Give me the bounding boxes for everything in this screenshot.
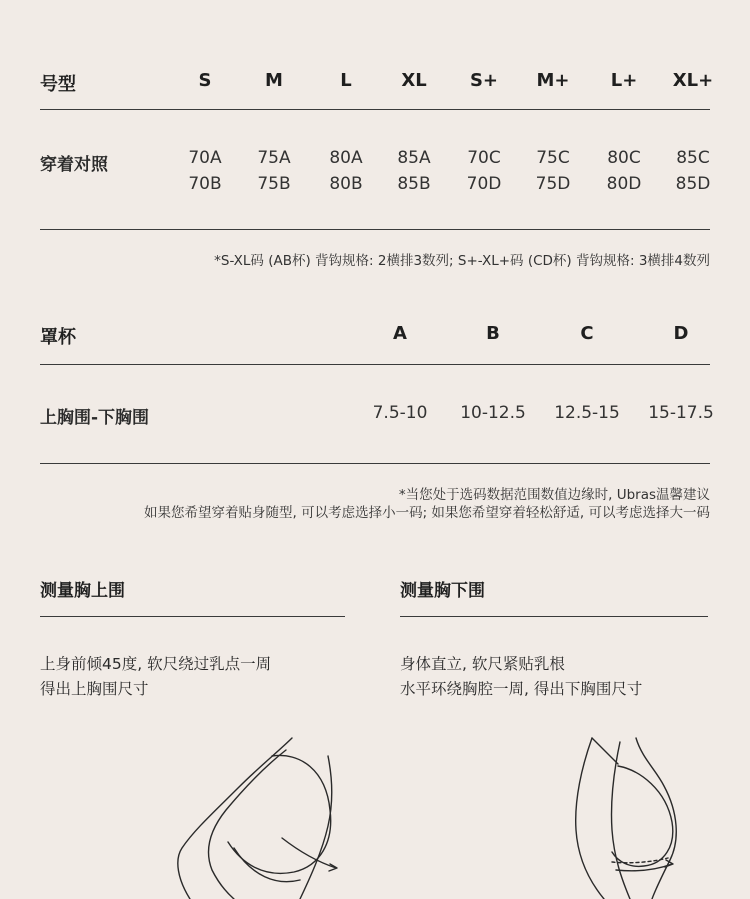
measure-upper-title: 测量胸上围	[40, 581, 125, 601]
size-row-top-cell: 70C	[467, 148, 501, 168]
cup-header-cell: D	[673, 323, 689, 344]
size-header-cell: M+	[536, 70, 570, 91]
measure-lower-line1: 身体直立, 软尺紧贴乳根	[400, 655, 565, 673]
cup-header-cell: C	[580, 323, 594, 344]
size-table-header-label: 号型	[40, 74, 76, 95]
cup-table-header-label: 罩杯	[40, 327, 76, 348]
size-header-cell: S	[198, 70, 212, 91]
cup-header-cell: A	[393, 323, 407, 344]
size-header-cell: M	[265, 70, 283, 91]
measure-lower-title: 测量胸下围	[400, 581, 485, 601]
size-row-bottom-cell: 75D	[535, 174, 571, 194]
size-row-bottom-cell: 85B	[397, 174, 431, 194]
measure-upper-rule	[40, 616, 345, 617]
size-table-bottom-rule	[40, 229, 710, 230]
size-row-bottom-cell: 75B	[257, 174, 291, 194]
size-header-cell: L+	[610, 70, 638, 91]
size-header-cell: L	[340, 70, 352, 91]
cup-value-cell: 10-12.5	[460, 403, 526, 423]
size-header-cell: XL+	[672, 70, 714, 91]
measure-lower-line2: 水平环绕胸腔一周, 得出下胸围尺寸	[400, 680, 643, 698]
size-table-header-rule	[40, 109, 710, 110]
cup-note-line2: 如果您希望穿着贴身随型, 可以考虑选择小一码; 如果您希望穿着轻松舒适, 可以考虑选择大一码	[143, 505, 710, 521]
size-row-bottom-cell: 70B	[188, 174, 222, 194]
cup-header-cell: B	[486, 323, 500, 344]
size-row-top-cell: 70A	[188, 148, 222, 168]
size-row-top-cell: 75C	[536, 148, 570, 168]
size-table-row-label: 穿着对照	[40, 155, 108, 175]
cup-note-line1: *当您处于选码数据范围数值边缘时, Ubras温馨建议	[398, 487, 710, 503]
size-row-top-cell: 85A	[397, 148, 431, 168]
size-row-top-cell: 80C	[607, 148, 641, 168]
cup-table-bottom-rule	[40, 463, 710, 464]
cup-value-cell: 15-17.5	[648, 403, 714, 423]
upper-bust-illustration	[160, 730, 360, 899]
size-row-top-cell: 75A	[257, 148, 291, 168]
size-row-bottom-cell: 85D	[675, 174, 711, 194]
size-header-cell: XL	[401, 70, 427, 91]
size-row-bottom-cell: 80D	[606, 174, 642, 194]
size-note: *S-XL码 (AB杯) 背钩规格: 2横排3数列; S+-XL+码 (CD杯) 背钩规格: 3横排4数列	[214, 253, 710, 269]
size-row-top-cell: 80A	[329, 148, 363, 168]
size-header-cell: S+	[469, 70, 499, 91]
cup-table-header-rule	[40, 364, 710, 365]
size-row-bottom-cell: 80B	[329, 174, 363, 194]
measure-lower-rule	[400, 616, 708, 617]
measure-upper-line1: 上身前倾45度, 软尺绕过乳点一周	[40, 655, 272, 673]
size-row-bottom-cell: 70D	[466, 174, 502, 194]
cup-table-row-label: 上胸围-下胸围	[40, 408, 150, 428]
cup-value-cell: 7.5-10	[372, 403, 428, 423]
cup-value-cell: 12.5-15	[554, 403, 620, 423]
under-bust-illustration	[560, 730, 710, 899]
size-row-top-cell: 85C	[676, 148, 710, 168]
measure-upper-line2: 得出上胸围尺寸	[40, 680, 149, 698]
